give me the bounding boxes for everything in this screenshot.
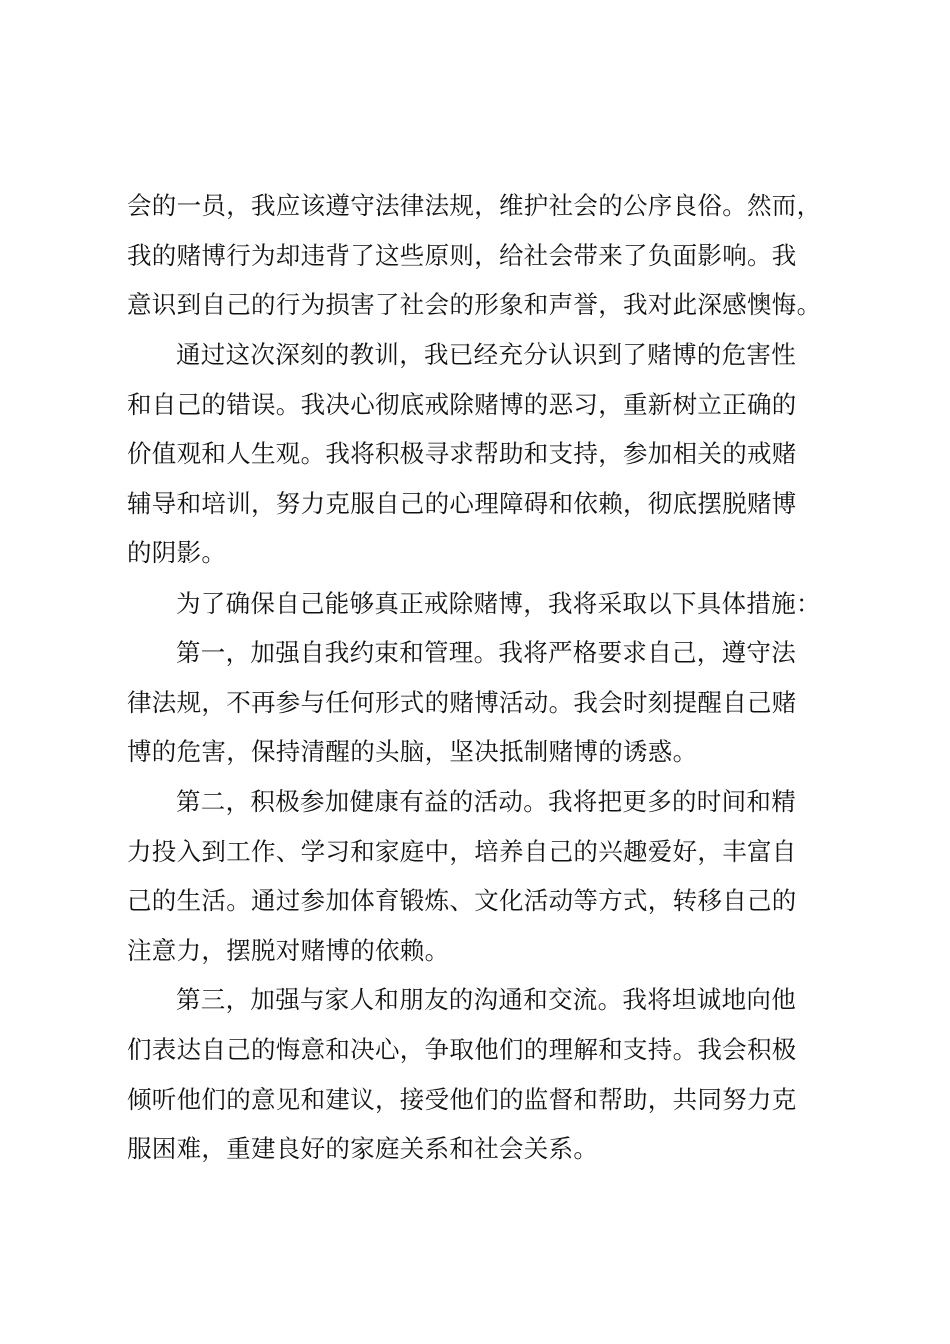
text-line: 注意力，摆脱对赌博的依赖。	[127, 936, 450, 965]
text-line: 我的赌博行为却违背了这些原则，给社会带来了负面影响。我	[127, 241, 797, 270]
text-line: 们表达自己的悔意和决心，争取他们的理解和支持。我会积极	[127, 1035, 797, 1064]
text-line: 意识到自己的行为损害了社会的形象和声誉，我对此深感懊悔。	[127, 290, 822, 319]
text-line: 律法规，不再参与任何形式的赌博活动。我会时刻提醒自己赌	[127, 688, 797, 717]
text-line: 会的一员，我应该遵守法律法规，维护社会的公序良俗。然而，	[127, 191, 822, 220]
text-line: 力投入到工作、学习和家庭中，培养自己的兴趣爱好，丰富自	[127, 837, 797, 866]
text-line: 博的危害，保持清醒的头脑，坚决抵制赌博的诱惑。	[127, 737, 698, 766]
text-line: 服困难，重建良好的家庭关系和社会关系。	[127, 1134, 599, 1163]
text-line: 倾听他们的意见和建议，接受他们的监督和帮助，共同努力克	[127, 1085, 797, 1114]
text-line: 辅导和培训，努力克服自己的心理障碍和依赖，彻底摆脱赌博	[127, 489, 797, 518]
text-line: 和自己的错误。我决心彻底戒除赌博的恶习，重新树立正确的	[127, 390, 797, 419]
paragraph-first-line: 第三，加强与家人和朋友的沟通和交流。我将坦诚地向他	[176, 985, 796, 1014]
paragraph-first-line: 通过这次深刻的教训，我已经充分认识到了赌博的危害性	[176, 340, 796, 369]
text-line: 价值观和人生观。我将积极寻求帮助和支持，参加相关的戒赌	[127, 439, 797, 468]
text-line: 己的生活。通过参加体育锻炼、文化活动等方式，转移自己的	[127, 886, 797, 915]
text-line: 的阴影。	[127, 538, 227, 567]
paragraph-first-line: 第二，积极参加健康有益的活动。我将把更多的时间和精	[176, 787, 796, 816]
paragraph-first-line: 第一，加强自我约束和管理。我将严格要求自己，遵守法	[176, 638, 796, 667]
paragraph-first-line: 为了确保自己能够真正戒除赌博，我将采取以下具体措施：	[176, 589, 821, 618]
